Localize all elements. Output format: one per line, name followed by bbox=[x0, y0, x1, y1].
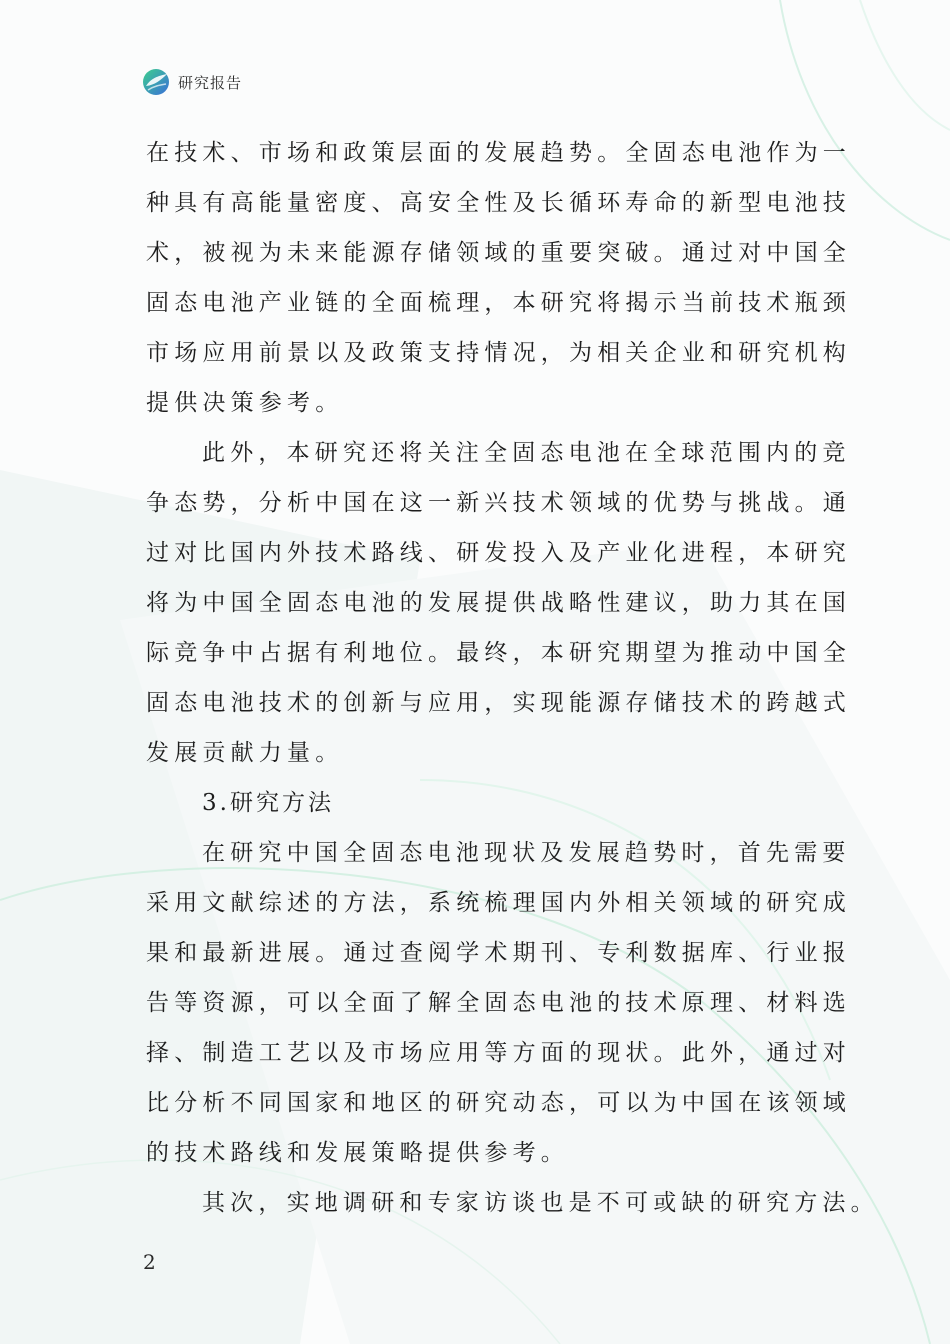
body-text-line: 发展贡献力量。 bbox=[146, 740, 344, 766]
body-text-line: 比分析不同国家和地区的研究动态，可以为中国在该领域 bbox=[146, 1090, 851, 1116]
body-text-line: 的技术路线和发展策略提供参考。 bbox=[146, 1140, 569, 1166]
body-text-line: 择、制造工艺以及市场应用等方面的现状。此外，通过对 bbox=[146, 1040, 851, 1066]
body-text-line: 告等资源，可以全面了解全固态电池的技术原理、材料选 bbox=[146, 990, 851, 1016]
body-text-line: 其次，实地调研和专家访谈也是不可或缺的研究方法。 bbox=[202, 1190, 879, 1216]
body-text-line: 提供决策参考。 bbox=[146, 390, 344, 416]
body-text-line: 在研究中国全固态电池现状及发展趋势时，首先需要 bbox=[202, 840, 851, 866]
body-text-line: 种具有高能量密度、高安全性及长循环寿命的新型电池技 bbox=[146, 190, 851, 216]
body-text-line: 过对比国内外技术路线、研发投入及产业化进程，本研究 bbox=[146, 540, 851, 566]
body-text-line: 在技术、市场和政策层面的发展趋势。全固态电池作为一 bbox=[146, 140, 851, 166]
body-text-line: 术，被视为未来能源存储领域的重要突破。通过对中国全 bbox=[146, 240, 851, 266]
body-text-line: 将为中国全固态电池的发展提供战略性建议，助力其在国 bbox=[146, 590, 851, 616]
body-text-line: 采用文献综述的方法，系统梳理国内外相关领域的研究成 bbox=[146, 890, 851, 916]
body-text-line: 固态电池技术的创新与应用，实现能源存储技术的跨越式 bbox=[146, 690, 851, 716]
body-text-line: 争态势，分析中国在这一新兴技术领域的优势与挑战。通 bbox=[146, 490, 851, 516]
body-text-line: 固态电池产业链的全面梳理，本研究将揭示当前技术瓶颈 bbox=[146, 290, 851, 316]
body-text-line: 际竞争中占据有利地位。最终，本研究期望为推动中国全 bbox=[146, 640, 851, 666]
page-number: 2 bbox=[143, 1250, 156, 1274]
document-body bbox=[146, 128, 879, 1228]
document-header bbox=[142, 66, 242, 98]
section-heading: 3.研究方法 bbox=[202, 790, 334, 816]
header-title: 研究报告 bbox=[178, 73, 243, 92]
report-logo-icon bbox=[142, 68, 170, 96]
body-text-line: 果和最新进展。通过查阅学术期刊、专利数据库、行业报 bbox=[146, 940, 851, 966]
body-text-line: 此外，本研究还将关注全固态电池在全球范围内的竞 bbox=[202, 440, 851, 466]
body-text-line: 市场应用前景以及政策支持情况，为相关企业和研究机构 bbox=[146, 340, 851, 366]
